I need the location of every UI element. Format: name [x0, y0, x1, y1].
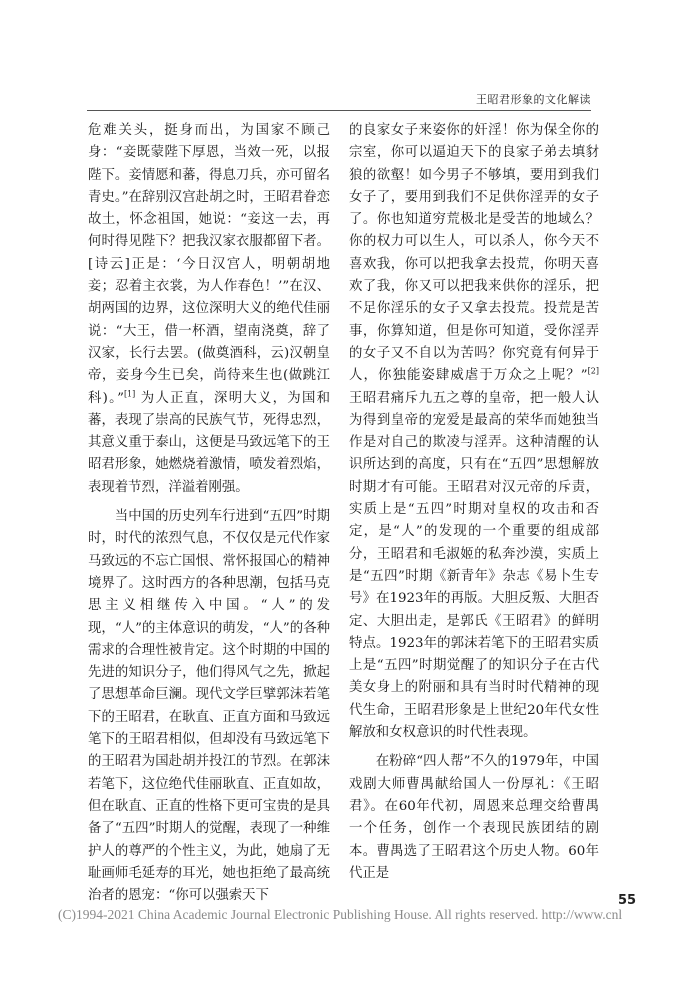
copyright-watermark: (C)1994-2021 China Academic Journal Electronic Publishing House. All rights reserved. http://www.cnl	[58, 907, 623, 922]
right-paragraph-1	[349, 120, 599, 744]
right-paragraph-1-text-a: 的良家女子来姿你的奸淫！你为保全你的宗室，你可以逼迫天下的良家子弟去填豺狼的欲壑！如今男子不够填，要用到我们女子了，要用到我们不足供你淫弄的女子了。你也知道穷荒极北是受苦的地域么？你的权力可以生人，可以杀人，你今天不喜欢我，你可以把我拿去投荒，你明天喜欢了我，你又可以把我来供你的淫乐，把不足你淫乐的女子又拿去投荒。投荒是苦事，你算知道，但是你可知道，受你淫弄的女子又不自以为苦吗？你究竟有何异于人，你独能姿肆威虐于万众之上呢？”	[349, 123, 599, 384]
right-column	[349, 120, 599, 940]
left-paragraph-1-text-a: 危难关头，挺身而出，为国家不顾己身：“妾既蒙陛下厚恩，当效一死，以报陛下。妾情愿和蕃，得息刀兵，亦可留名青史。”在辞别汉宫赴胡之时，王昭君眷恋故土，怀念祖国，她说：“妾这一去，再何时得见陛下？把我汉家衣服都留下者。[诗云]正是：‘今日汉宫人，明朝胡地妾；忍着主衣裳，为人作春色！’”在汉、胡两国的边界，这位深明大义的绝代佳丽说：“大王，借一杯酒，望南浇奠，辞了汉家，长行去罢。(做奠酒科，云)汉朝皇帝，妾身今生已矣，尚待来生也(做跳江科)。”	[88, 123, 330, 406]
left-paragraph-1	[88, 120, 330, 499]
page-number: 55	[618, 893, 637, 908]
header-rule	[87, 110, 591, 111]
left-column	[88, 120, 330, 940]
running-header-title: 王昭君形象的文化解读	[476, 93, 591, 106]
right-paragraph-2: 在粉碎“四人帮”不久的1979年，中国戏剧大师曹禺献给国人一份厚礼：《王昭君》。在60年代初，周恩来总理交给曹禺一个任务，创作一个表现民族团结的剧本。曹禺选了王昭君这个历史人物。60年代正是	[349, 754, 599, 881]
footnote-ref-1[interactable]: [1]	[123, 389, 136, 399]
left-paragraph-2: 当中国的历史列车行进到“五四”时期时，时代的浓烈气息，不仅仅是元代作家马致远的不忘亡国恨、常怀报国心的精神境界了。这时西方的各种思潮，包括马克思主义相继传入中国。“人”的发现，“人”的主体意识的萌发，“人”的各种需求的合理性被肯定。这个时期的中国的先进的知识分子，他们得风气之先，掀起了思想革命巨澜。现代文学巨擘郭沫若笔下的王昭君，在耿直、正直方面和马致远笔下的王昭君相似，但却没有马致远笔下的王昭君为国赴胡并投江的节烈。在郭沫若笔下，这位绝代佳丽耿直、正直如故，但在耿直、正直的性格下更可宝贵的是具备了“五四”时期人的觉醒，表现了一种维护人的尊严的个性主义，为此，她扇了无耻画师毛延寿的耳光，她也拒绝了最高统治者的恩宠：“你可以强索天下	[88, 509, 330, 904]
left-paragraph-1-text-b: 为人正直，深明大义，为国和蕃，表现了崇高的民族气节，死得忠烈，其意义重于泰山，这便是马致远笔下的王昭君形象，她燃烧着激情，喷发着烈焰，表现着节烈，洋溢着刚强。	[88, 390, 330, 495]
footnote-ref-2[interactable]: [2]	[587, 366, 599, 376]
right-paragraph-1-text-b: 王昭君痛斥九五之尊的皇帝，把一般人认为得到皇帝的宠爱是最高的荣华而她独当作是对自己的欺凌与淫弄。这种清醒的认识所达到的高度，只有在“五四”思想解放时期才有可能。王昭君对汉元帝的斥责，实质上是“五四”时期对皇权的攻击和否定，是“人”的发现的一个重要的组成部分，王昭君和毛淑姬的私奔沙漠，实质上是“五四”时期《新青年》杂志《易卜生专号》在1923年的再版。大胆反叛、大胆否定、大胆出走，是郭氏《王昭君》的鲜明特点。1923年的郭沫若笔下的王昭君实质上是“五四”时期觉醒了的知识分子在古代美女身上的附丽和具有当时时代精神的现代生命，王昭君形象是上世纪20年代女性解放和女权意识的时代性表现。	[349, 390, 599, 741]
